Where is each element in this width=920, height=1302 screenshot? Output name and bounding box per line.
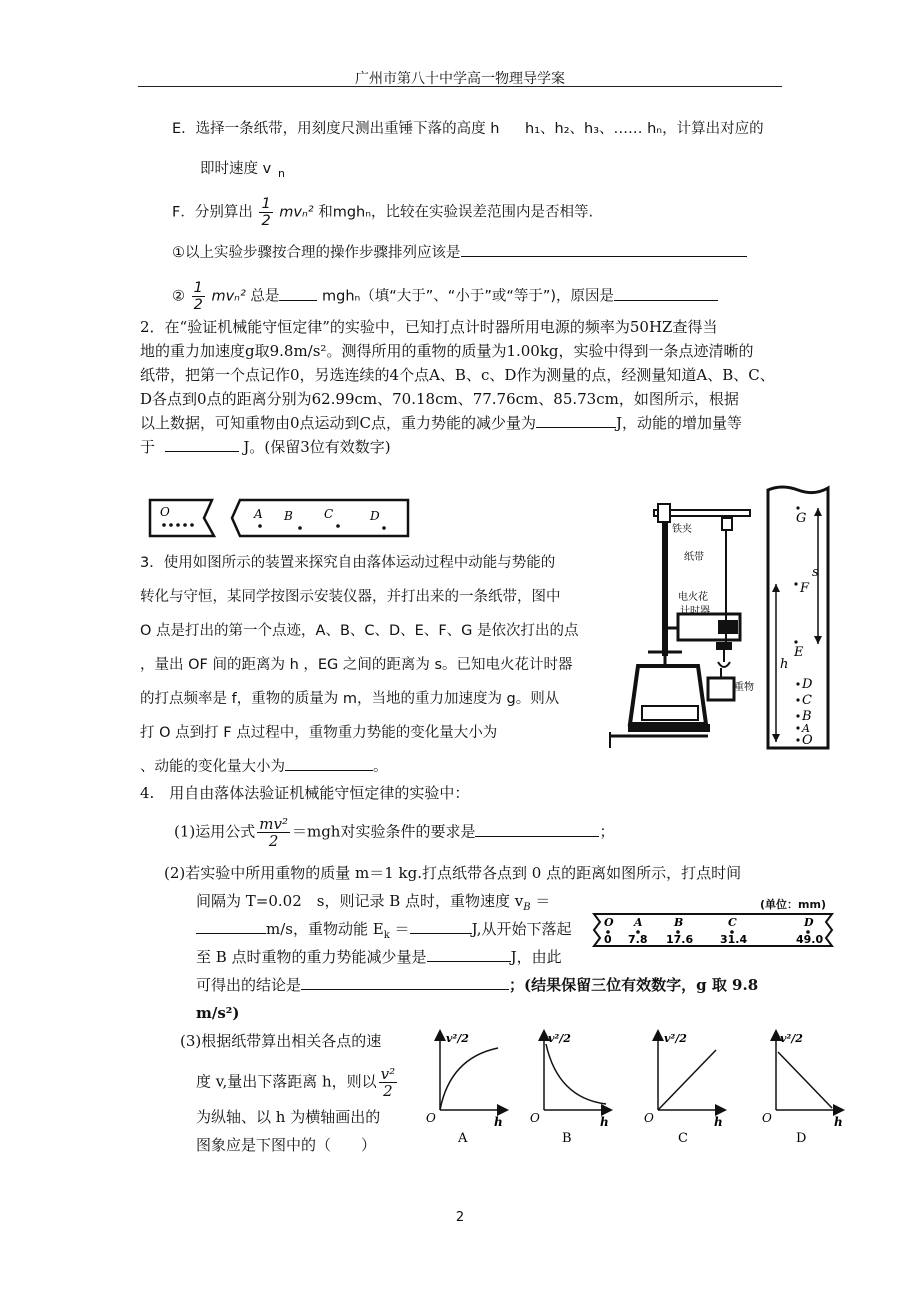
q4-p3-line4: 图象应是下图中的（ ） xyxy=(196,1136,377,1154)
graph-d[interactable] xyxy=(762,1032,843,1146)
q3-line2: 转化与守恒，某同学按图示安装仪器，并打出来的一条纸带，图中 xyxy=(140,589,561,605)
frac-num: mv² xyxy=(259,815,288,833)
q1-sub1 xyxy=(172,242,747,264)
strip-label-a: A xyxy=(802,722,810,735)
q4-p3-line2-text: 度 v,量出下落距离 h，则以 xyxy=(196,1072,377,1091)
tape-point-a: A xyxy=(634,916,643,929)
q2-line2: 地的重力加速度g取9.8m/s²。测得所用的重物的质量为1.00kg，实验中得到一条点迹清晰的 xyxy=(140,342,754,360)
graph-d-yaxis: v²/2 xyxy=(780,1032,803,1045)
tape-value-a: 7.8 xyxy=(628,933,648,946)
q1-sub2-text-c: mghₙ（填“大于”、“小于”或“等于”)，原因是 xyxy=(321,288,615,305)
graph-c[interactable] xyxy=(644,1032,724,1146)
q4-p1-text: (1)运用公式 xyxy=(174,822,256,841)
q4-p2-line4-text-b: J，由此 xyxy=(510,948,562,966)
half-fraction xyxy=(259,196,272,229)
strip-label-s: s xyxy=(812,565,819,580)
strip-label-e: E xyxy=(794,645,804,660)
graph-b-xaxis: h xyxy=(600,1115,609,1129)
mv-n-squared: mvₙ² xyxy=(279,204,314,221)
strip-label-o: O xyxy=(802,733,813,748)
answer-blank[interactable] xyxy=(614,286,718,301)
q4-p3-line3: 为纵轴、以 h 为横轴画出的 xyxy=(196,1108,381,1126)
q4-p3-line1: (3)根据纸带算出相关各点的速 xyxy=(180,1032,382,1050)
tape-value-d: 49.0 xyxy=(796,933,824,946)
q1-sub2-num: ② xyxy=(172,288,185,305)
tape-point-b: B xyxy=(674,916,684,929)
answer-blank[interactable] xyxy=(279,286,317,301)
q4-p2-line4-text: 至 B 点时重物的重力势能减少量是 xyxy=(196,948,427,966)
tape-point-d: D xyxy=(804,916,814,929)
graph-c-yaxis: v²/2 xyxy=(664,1032,687,1045)
q4-p3-line2 xyxy=(196,1066,399,1099)
q2-line5-text: 以上数据，可知重物由0点运动到C点，重力势能的减少量为 xyxy=(140,414,537,432)
q4-p2-line1: (2)若实验中所用重物的质量 m＝1 kg.打点纸带各点到 0 点的距离如图所示，打点时间 xyxy=(164,864,742,882)
graph-c-xaxis: h xyxy=(714,1115,723,1129)
step-e xyxy=(172,118,499,140)
tape-value-c: 31.4 xyxy=(720,933,748,946)
answer-blank[interactable] xyxy=(475,822,599,837)
graph-a-yaxis: v²/2 xyxy=(446,1032,469,1045)
q3-line7-text: 、动能的变化量大小为 xyxy=(140,759,285,775)
strip-label-f: F xyxy=(800,581,810,596)
step-f xyxy=(172,196,593,229)
frac-den: 2 xyxy=(268,832,279,850)
q1-sub2 xyxy=(172,280,718,313)
graph-d-origin: O xyxy=(762,1111,772,1125)
answer-blank[interactable] xyxy=(165,437,239,452)
q2-line3: 纸带，把第一个点记作0，另选连续的4个点A、B、c、D作为测量的点，经测量知道A、B、C、 xyxy=(140,366,775,384)
q2-line5-text-b: J，动能的增加量等 xyxy=(616,414,743,432)
graph-b[interactable] xyxy=(530,1032,610,1146)
half-fraction xyxy=(192,280,205,313)
label-weight: 重物 xyxy=(734,682,754,693)
graph-a-origin: O xyxy=(426,1111,436,1125)
q3-line5: 的打点频率是 f，重物的质量为 m，当地的重力加速度为 g。则从 xyxy=(140,691,560,707)
q4-p2-line2-text: 间隔为 T=0.02 s，则记录 B 点时，重物速度 v xyxy=(196,892,524,910)
q4-p2-line5-note: ；(结果保留三位有效数字，g 取 9.8 xyxy=(509,976,759,994)
graph-b-label: B xyxy=(562,1131,572,1146)
frac-den: 2 xyxy=(383,1082,393,1100)
tape-label-b: B xyxy=(284,509,293,523)
q3-line7-text-b: 。 xyxy=(373,759,388,775)
q4-p2-line4 xyxy=(196,946,562,968)
page-number: 2 xyxy=(455,1210,465,1225)
q4-p2-line3-eq: ＝ xyxy=(394,920,410,938)
strip-label-h: h xyxy=(780,657,789,672)
mv2-fraction xyxy=(257,816,290,849)
graph-c-label: C xyxy=(678,1131,688,1146)
answer-blank[interactable] xyxy=(536,413,616,428)
frac-num: 1 xyxy=(261,196,271,212)
q4-p2-line2: 间隔为 T=0.02 s，则记录 B 点时，重物速度 $v_B$ ＝ xyxy=(196,892,551,913)
answer-blank[interactable] xyxy=(196,919,266,934)
q4-p2-line3: m/s，重物动能 $E_k = J$,从开始下落起 xyxy=(196,918,571,947)
graph-c-origin: O xyxy=(644,1111,654,1125)
frac-num: 1 xyxy=(193,280,203,296)
q4-p2-line5 xyxy=(196,974,758,996)
v2-fraction xyxy=(379,1066,398,1099)
q4-p2-line3-text: m/s，重物动能 E xyxy=(266,920,384,938)
q4-graph-options xyxy=(420,1028,850,1148)
q4-tape-figure xyxy=(588,910,836,952)
q2-line6-text: 于 xyxy=(140,438,156,456)
graph-d-xaxis: h xyxy=(834,1115,843,1129)
q4-p1 xyxy=(174,816,614,849)
q3-line4: ，量出 OF 间的距离为 h ，EG 之间的距离为 s。已知电火花计时器 xyxy=(140,657,573,673)
frac-num: v² xyxy=(380,1065,396,1083)
q2-line4: D各点到0点的距离分别为62.99cm、70.18cm、77.76cm、85.73cm，如图所示，根据 xyxy=(140,390,739,408)
q3-apparatus-figure xyxy=(608,496,758,748)
graph-b-origin: O xyxy=(530,1111,540,1125)
strip-label-g: G xyxy=(796,511,807,526)
graph-d-label: D xyxy=(796,1131,807,1146)
step-e-sub-n: n xyxy=(278,167,285,180)
tape-value-o: 0 xyxy=(604,933,612,946)
q4-p1-text-c: ； xyxy=(599,822,615,841)
q3-line7 xyxy=(140,756,388,778)
q1-sub1-text: ①以上实验步骤按合理的操作步骤排列应该是 xyxy=(172,245,461,261)
label-timer: 电火花 xyxy=(678,592,708,603)
step-f-text: F．分别算出 xyxy=(172,204,253,221)
graph-a-label: A xyxy=(458,1131,468,1146)
q4-title: 4. 用自由落体法验证机械能守恒定律的实验中： xyxy=(140,784,470,802)
header-rule xyxy=(138,86,782,87)
step-e-text: E．选择一条纸带，用刻度尺测出重锤下落的高度 h xyxy=(172,121,500,137)
step-e-heights: h₁、h₂、h₃、…… hₙ，计算出对应的 xyxy=(525,121,764,137)
tape-label-a: A xyxy=(254,507,263,521)
q3-line6: 打 O 点到打 F 点过程中，重物重力势能的变化量大小为 xyxy=(140,725,498,741)
frac-den: 2 xyxy=(261,213,271,229)
q2-line6-text-b: J。(保留3位有效数字) xyxy=(243,438,391,456)
q3-line1: 3．使用如图所示的装置来探究自由落体运动过程中动能与势能的 xyxy=(140,555,556,571)
graph-a[interactable] xyxy=(426,1032,506,1146)
label-timer-2: 计时器 xyxy=(680,606,710,617)
q2-line1: 2．在“验证机械能守恒定律”的实验中，已知打点计时器所用电源的频率为50HZ查得当 xyxy=(140,318,718,336)
answer-blank[interactable] xyxy=(461,242,747,257)
q4-p2-line3-text-d: J,从开始下落起 xyxy=(471,920,572,938)
q2-tape-figure xyxy=(140,488,420,548)
tape-value-b: 17.6 xyxy=(666,933,694,946)
answer-blank[interactable] xyxy=(427,947,511,962)
label-clamp: 铁夹 xyxy=(672,524,692,535)
tape-label-c: C xyxy=(324,507,334,521)
q4-p2-line2-eq: ＝ xyxy=(535,892,551,910)
tape-unit: (单位：mm) xyxy=(760,898,826,911)
strip-label-b: B xyxy=(802,709,812,724)
graph-a-xaxis: h xyxy=(494,1115,503,1129)
q3-line3: O 点是打出的第一个点迹，A、B、C、D、E、F、G 是依次打出的点 xyxy=(140,623,579,639)
label-tape: 纸带 xyxy=(684,552,704,563)
answer-blank[interactable] xyxy=(285,756,373,771)
q4-p1-text-b: ＝mgh对实验条件的要求是 xyxy=(291,822,476,841)
strip-label-d: D xyxy=(802,677,813,692)
step-e-line2: 即时速度 v xyxy=(200,161,272,177)
step-f-text-b: 和mghₙ，比较在实验误差范围内是否相等. xyxy=(318,204,594,221)
tape-label-d: D xyxy=(370,509,380,523)
answer-blank[interactable] xyxy=(301,975,509,990)
tape-point-o: O xyxy=(604,916,614,929)
page-header: 广州市第八十中学高一物理导学案 xyxy=(355,71,565,87)
answer-blank[interactable] xyxy=(410,919,472,934)
q1-sub2-text: 总是 xyxy=(250,288,280,305)
graph-b-yaxis: v²/2 xyxy=(548,1032,571,1045)
q4-p2-line6: m/s²) xyxy=(196,1004,240,1022)
mv-n-squared: mvₙ² xyxy=(211,288,246,305)
q4-p2-line5-text: 可得出的结论是 xyxy=(196,976,302,994)
q2-line6 xyxy=(140,436,391,458)
tape-point-c: C xyxy=(728,916,737,929)
frac-den: 2 xyxy=(193,297,203,313)
strip-label-c: C xyxy=(802,693,812,708)
q3-vertical-strip xyxy=(762,484,842,754)
q2-line5 xyxy=(140,412,742,434)
tape-label-o: O xyxy=(160,505,170,519)
